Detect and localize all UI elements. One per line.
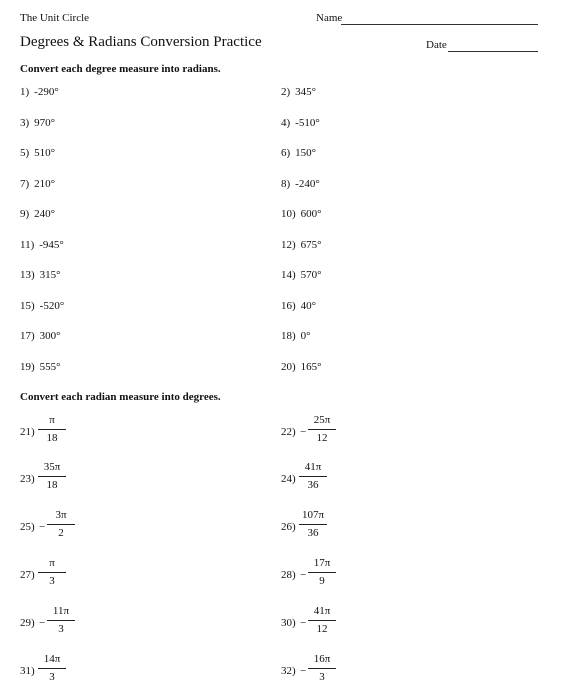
degree-problem [281,361,322,373]
course-name: The Unit Circle [20,12,90,24]
name-blank-line [341,24,538,25]
problem-number: 29) [20,617,35,629]
negative-sign: − [39,521,46,533]
problem-number: 8) [281,178,291,190]
degree-problem [281,147,316,159]
problem-number: 30) [281,617,296,629]
problem-number: 32) [281,665,296,677]
numerator: 16π [313,653,331,665]
radian-problem [20,653,110,693]
fraction-bar [38,476,66,477]
degree-problem [20,239,64,251]
numerator: 11π [52,605,70,617]
degree-value: -510° [295,117,320,129]
problem-number: 10) [281,208,296,220]
degree-value: 0° [300,330,311,342]
radian-problem [281,557,371,597]
problem-number: 5) [20,147,30,159]
denominator: 3 [58,623,64,635]
problem-number: 19) [20,361,35,373]
numerator: π [49,557,55,569]
numerator: π [49,414,55,426]
degree-value: 150° [295,147,317,159]
degree-value: 555° [39,361,61,373]
degree-value: 210° [34,178,56,190]
degree-problem [281,300,316,312]
fraction-bar [299,524,327,525]
degree-problem [20,147,55,159]
numerator: 3π [55,509,67,521]
degree-value: 970° [34,117,56,129]
problem-number: 28) [281,569,296,581]
fraction-bar [308,572,336,573]
degree-value: -520° [39,300,65,312]
date-label: Date [426,39,447,51]
degree-problem [281,178,320,190]
degree-problem [281,239,322,251]
degree-value: 240° [34,208,56,220]
fraction [47,605,75,636]
radian-problem [281,509,371,549]
problem-number: 2) [281,86,291,98]
degree-value: 570° [300,269,322,281]
fraction-bar [38,668,66,669]
radian-problem [281,461,371,501]
degree-value: 165° [300,361,322,373]
problem-number: 16) [281,300,296,312]
date-blank-line [448,51,538,52]
problem-number: 4) [281,117,291,129]
degree-problem [20,361,61,373]
fraction [47,509,75,540]
problem-number: 11) [20,239,35,251]
degree-problem [20,269,61,281]
fraction [38,414,66,445]
problem-number: 12) [281,239,296,251]
section-degrees-instruction: Convert each degree measure into radians. [20,63,221,75]
degree-problem [20,117,55,129]
fraction-bar [308,429,336,430]
degree-problem [20,86,59,98]
radian-problem [281,653,371,693]
fraction-bar [299,476,327,477]
radian-problem [281,414,371,454]
problem-number: 26) [281,521,296,533]
denominator: 12 [316,432,328,444]
problem-number: 1) [20,86,30,98]
numerator: 14π [43,653,61,665]
fraction [38,461,66,492]
radian-problem [20,557,110,597]
fraction-bar [308,668,336,669]
denominator: 3 [49,575,55,587]
degree-problem [281,86,316,98]
negative-sign: − [300,426,307,438]
radian-problem [281,605,371,645]
fraction [308,414,336,445]
problem-number: 6) [281,147,291,159]
degree-value: 300° [39,330,61,342]
negative-sign: − [300,569,307,581]
numerator: 17π [313,557,331,569]
fraction [299,509,327,540]
degree-problem [281,269,322,281]
numerator: 107π [301,509,325,521]
denominator: 36 [307,527,319,539]
degree-value: 315° [39,269,61,281]
degree-problem [20,208,55,220]
denominator: 9 [319,575,325,587]
fraction [38,653,66,684]
radian-problem [20,605,110,645]
section-radians-instruction: Convert each radian measure into degrees. [20,391,221,403]
degree-problem [20,178,55,190]
negative-sign: − [300,665,307,677]
numerator: 35π [43,461,61,473]
problem-number: 22) [281,426,296,438]
numerator: 25π [313,414,331,426]
problem-number: 3) [20,117,30,129]
problem-number: 25) [20,521,35,533]
denominator: 2 [58,527,64,539]
degree-value: 675° [300,239,322,251]
denominator: 18 [46,432,58,444]
denominator: 3 [319,671,325,683]
problem-number: 9) [20,208,30,220]
problem-number: 31) [20,665,35,677]
degree-value: -290° [34,86,59,98]
degree-problem [281,208,322,220]
name-label: Name [316,12,343,24]
degree-problem [281,117,320,129]
fraction-bar [308,620,336,621]
degree-value: 600° [300,208,322,220]
fraction [308,605,336,636]
fraction [308,557,336,588]
worksheet-title: Degrees & Radians Conversion Practice [20,34,262,50]
negative-sign: − [300,617,307,629]
degree-value: 345° [295,86,317,98]
degree-value: -240° [295,178,320,190]
denominator: 18 [46,479,58,491]
denominator: 12 [316,623,328,635]
numerator: 41π [313,605,331,617]
fraction-bar [47,524,75,525]
denominator: 36 [307,479,319,491]
fraction-bar [47,620,75,621]
degree-problem [20,300,64,312]
problem-number: 24) [281,473,296,485]
fraction [308,653,336,684]
radian-problem [20,414,110,454]
problem-number: 7) [20,178,30,190]
problem-number: 18) [281,330,296,342]
fraction-bar [38,572,66,573]
fraction [299,461,327,492]
problem-number: 17) [20,330,35,342]
problem-number: 21) [20,426,35,438]
degree-value: -945° [39,239,64,251]
degree-problem [281,330,311,342]
problem-number: 14) [281,269,296,281]
negative-sign: − [39,617,46,629]
degree-value: 40° [300,300,317,312]
problem-number: 15) [20,300,35,312]
problem-number: 23) [20,473,35,485]
radian-problem [20,509,110,549]
denominator: 3 [49,671,55,683]
degree-problem [20,330,61,342]
fraction-bar [38,429,66,430]
radian-problem [20,461,110,501]
degree-value: 510° [34,147,56,159]
numerator: 41π [304,461,322,473]
fraction [38,557,66,588]
problem-number: 27) [20,569,35,581]
problem-number: 20) [281,361,296,373]
problem-number: 13) [20,269,35,281]
